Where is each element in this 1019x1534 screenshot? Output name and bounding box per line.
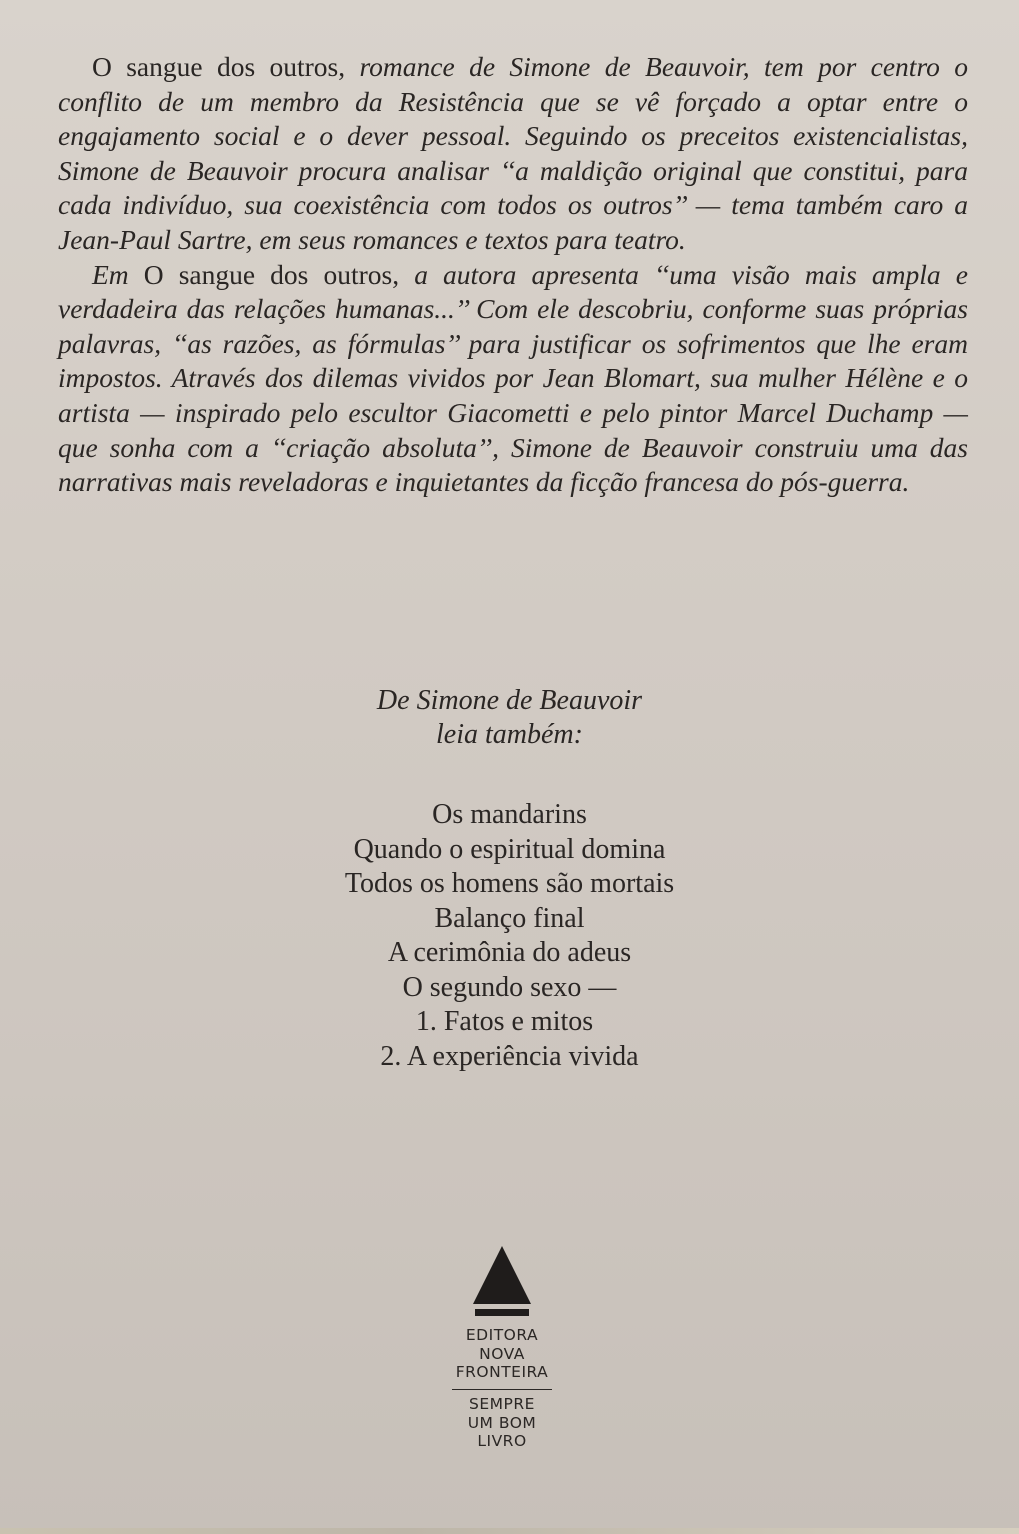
synopsis bbox=[58, 50, 968, 500]
book-title: Quando o espiritual domina bbox=[353, 833, 666, 865]
publisher-slogan-line: UM BOM bbox=[467, 1413, 537, 1432]
publisher-name-line: EDITORA bbox=[465, 1326, 539, 1344]
also-by-author bbox=[0, 684, 1019, 1074]
synopsis-segment: Em bbox=[92, 258, 144, 290]
synopsis-paragraph-2 bbox=[58, 258, 968, 500]
synopsis-segment: O sangue dos outros, bbox=[92, 51, 360, 82]
book-title: 2. A experiência vivida bbox=[380, 1040, 639, 1072]
synopsis-paragraph-1 bbox=[58, 50, 968, 258]
synopsis-segment: a autora apresenta ‘‘uma visão mais ampla e verdadeira das relações humanas...’’ Com ele descobriu, conforme suas próprias palavras, ‘‘as razões, as fórmulas’’ para justificar os sofrimentos que lhe eram impostos. Através dos dilemas vividos por Jean Blomart, sua mulher Hélène e o artista — inspirado pelo escultor Giacometti e pelo pintor Marcel Duchamp — que sonha com a ‘‘criação absoluta’’, Simone de Beauvoir construiu uma das narrativas mais reveladoras e inquietantes da ficção francesa do pós-guerra. bbox=[58, 258, 968, 498]
book-title-list bbox=[0, 798, 1019, 1074]
synopsis-segment: O sangue dos outros, bbox=[143, 258, 415, 290]
also-by-heading-line: leia também: bbox=[436, 719, 583, 750]
book-title: A cerimônia do adeus bbox=[387, 937, 632, 968]
book-title: Todos os homens são mortais bbox=[344, 868, 675, 899]
book-title: 1. Fatos e mitos bbox=[415, 1006, 594, 1037]
cover-edge bbox=[0, 1528, 1019, 1534]
book-title: Balanço final bbox=[434, 902, 585, 934]
publisher-slogan-line: SEMPRE bbox=[469, 1395, 535, 1413]
publisher-name-line: NOVA bbox=[479, 1344, 525, 1363]
book-title: O segundo sexo — bbox=[402, 971, 617, 1003]
book-title: Os mandarins bbox=[432, 799, 587, 830]
publisher-slogan-line: LIVRO bbox=[477, 1432, 527, 1450]
publisher-name-line: FRONTEIRA bbox=[455, 1363, 549, 1381]
also-by-heading bbox=[0, 684, 1019, 752]
synopsis-segment: romance de Simone de Beauvoir, tem por centro o conflito de um membro da Resistência que se vê forçado a optar entre o engajamento social e o dever pessoal. Seguindo os preceitos existencialistas, Simone de Beauvoir procura analisar ‘‘a maldição original que constitui, para cada indivíduo, sua coexistência com todos os outros’’ — tema também caro a Jean-Paul Sartre, em seus romances e textos para teatro. bbox=[58, 51, 968, 255]
triangle-logo-icon bbox=[471, 1246, 533, 1318]
divider bbox=[452, 1389, 552, 1391]
publisher-logo bbox=[440, 1246, 564, 1451]
also-by-heading-line: De Simone de Beauvoir bbox=[376, 685, 643, 716]
